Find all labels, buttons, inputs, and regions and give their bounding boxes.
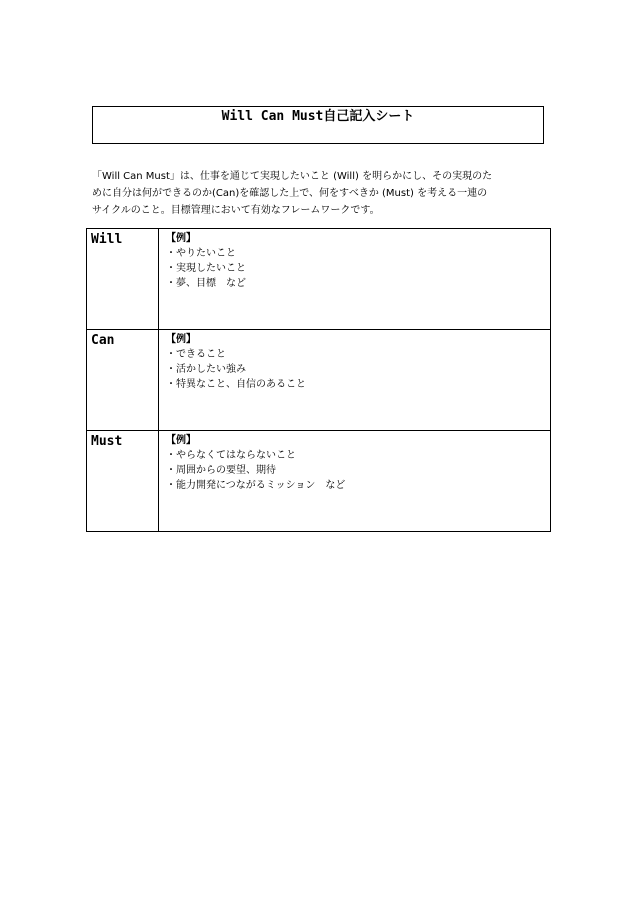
title-box xyxy=(92,106,544,144)
list-item: ・できること xyxy=(166,349,226,360)
example-block-will xyxy=(159,229,550,291)
entry-cell-will[interactable] xyxy=(159,229,551,330)
example-list xyxy=(166,448,550,493)
row-label-will: Will xyxy=(91,232,123,247)
label-cell-can xyxy=(87,330,159,431)
list-item: ・実現したいこと xyxy=(166,263,246,274)
entry-cell-can[interactable] xyxy=(159,330,551,431)
will-can-must-table xyxy=(86,228,551,532)
label-cell-must xyxy=(87,431,159,532)
example-list xyxy=(166,246,550,291)
table-row-must xyxy=(87,431,551,532)
example-header: 【例】 xyxy=(166,435,196,446)
table-row-can xyxy=(87,330,551,431)
list-item: ・夢、目標 など xyxy=(166,278,246,289)
list-item: ・能力開発につながるミッション など xyxy=(166,480,346,491)
entry-cell-must[interactable] xyxy=(159,431,551,532)
intro-line: めに自分は何ができるのか(Can)を確認した上で、何をすべきか (Must) を考える一連の xyxy=(92,188,488,199)
example-block-must xyxy=(159,431,550,493)
label-cell-will xyxy=(87,229,159,330)
intro-line: 「Will Can Must」は、仕事を通じて実現したいこと (Will) を明らかにし、その実現のた xyxy=(92,171,493,182)
example-list xyxy=(166,347,550,392)
intro-line: サイクルのこと。目標管理において有効なフレームワークです。 xyxy=(92,205,380,216)
list-item: ・周囲からの要望、期待 xyxy=(166,465,276,476)
document-title: Will Can Must自己記入シート xyxy=(221,109,415,124)
list-item: ・特異なこと、自信のあること xyxy=(166,379,306,390)
example-header: 【例】 xyxy=(166,334,196,345)
table-row-will xyxy=(87,229,551,330)
row-label-can: Can xyxy=(91,333,115,348)
example-block-can xyxy=(159,330,550,392)
list-item: ・活かしたい強み xyxy=(166,364,246,375)
example-header: 【例】 xyxy=(166,233,196,244)
list-item: ・やりたいこと xyxy=(166,248,236,259)
row-label-must: Must xyxy=(91,434,123,449)
intro-paragraph xyxy=(92,168,554,219)
list-item: ・やらなくてはならないこと xyxy=(166,450,296,461)
